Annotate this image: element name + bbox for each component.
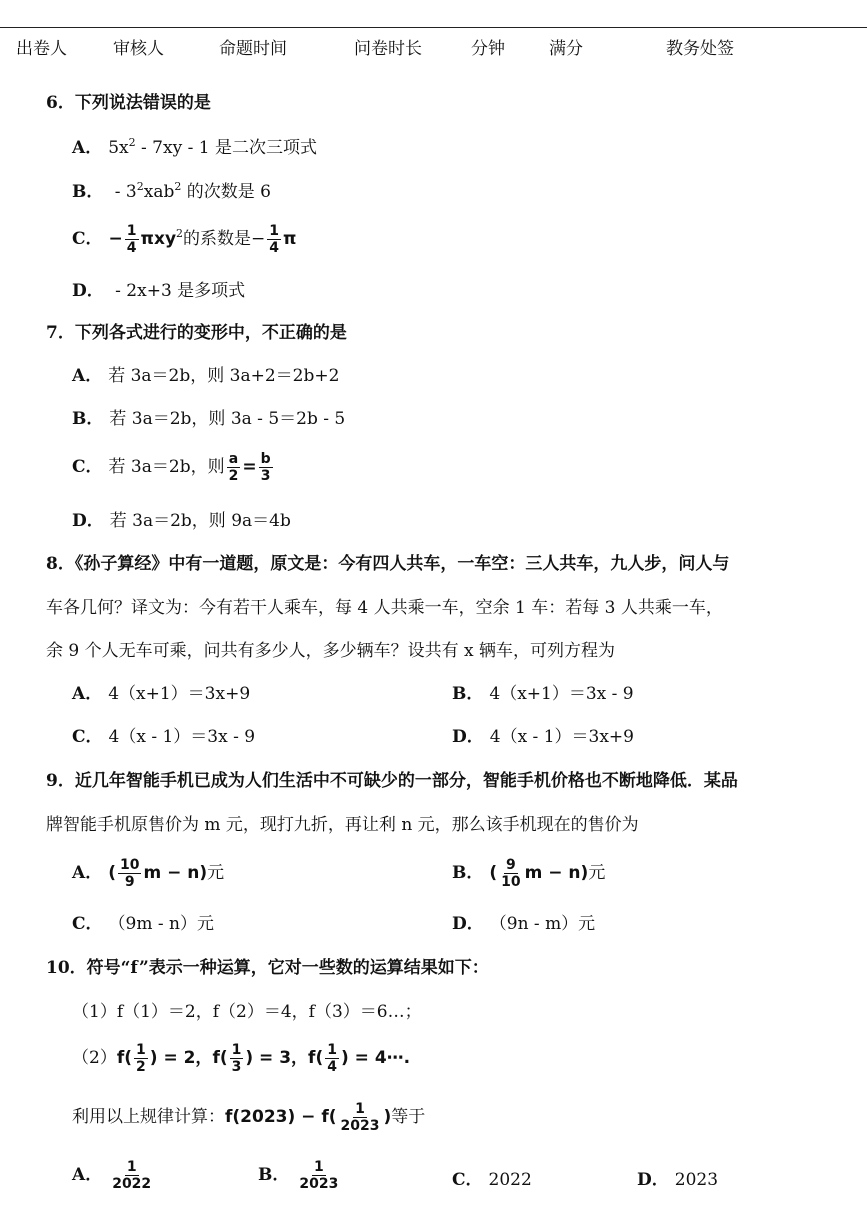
fraction-numerator: 1 [126, 223, 137, 239]
rule-line-3-suffix: 等于 [391, 1107, 426, 1127]
option-label: A． [72, 684, 103, 704]
fraction-denominator: 2023 [340, 1118, 380, 1134]
exponent: 2 [128, 136, 136, 149]
fraction-numerator: b [260, 451, 271, 467]
question-9-line-1: 9．近几年智能手机已成为人们生活中不可缺少的一部分，智能手机价格也不断地降低．某品 [46, 771, 738, 791]
fraction-numerator: 1 [327, 1042, 337, 1058]
option-label: D． [637, 1170, 669, 1190]
fraction-numerator: a [228, 451, 239, 467]
option-label: A． [72, 863, 103, 883]
option-7a [72, 366, 339, 386]
question-9-line-2: 牌智能手机原售价为 m 元，现打九折，再让利 n 元，那么该手机现在的售价为 [46, 815, 639, 835]
option-6a [72, 136, 317, 158]
header-item-author: 出卷人 [16, 39, 67, 59]
option-label: D． [72, 511, 104, 531]
option-8b [452, 684, 634, 704]
option-label: D． [452, 914, 484, 934]
fraction [230, 1043, 244, 1074]
option-label: C． [72, 229, 103, 249]
option-8a [72, 684, 250, 704]
option-6c-text: 的系数是− [183, 229, 266, 249]
fraction-denominator: 2 [136, 1059, 146, 1075]
function-result: ) = 3， [245, 1048, 309, 1068]
fraction [325, 1043, 339, 1074]
question-8-line-3: 余 9 个人无车可乘，问共有多少人，多少辆车？设共有 x 辆车，可列方程为 [46, 641, 616, 661]
option-8d [452, 727, 634, 747]
equals-sign: = [242, 457, 257, 477]
fraction [499, 858, 522, 889]
option-10d [637, 1170, 718, 1190]
header-item-reviewer: 审核人 [113, 39, 164, 59]
option-6b-coef: - 3 [109, 182, 137, 202]
fraction-numerator: 10 [119, 857, 140, 873]
function-f: f( [116, 1048, 132, 1068]
option-9b [452, 858, 605, 889]
fraction-numerator: 9 [506, 857, 516, 873]
question-8-line-1: 8．《孙子算经》中有一道题，原文是：今有四人共车，一车空：三人共车，九人步，问人与 [46, 554, 730, 574]
option-10a [72, 1160, 155, 1191]
option-label: C． [72, 727, 103, 747]
fraction-denominator: 4 [327, 1059, 337, 1075]
option-9c [72, 914, 214, 934]
fraction-denominator: 4 [269, 240, 280, 256]
exponent: 2 [176, 227, 184, 240]
rule-line-3-text: 利用以上规律计算： [72, 1107, 225, 1127]
option-label: B． [452, 684, 484, 704]
function-f: f( [212, 1048, 228, 1068]
function-f: f( [308, 1048, 324, 1068]
fraction-denominator: 3 [260, 468, 271, 484]
option-label: B． [72, 182, 104, 202]
option-9a [72, 858, 224, 889]
fraction [227, 452, 241, 483]
option-label: C． [452, 1170, 483, 1190]
option-6c [72, 224, 296, 255]
exponent: 2 [136, 180, 144, 193]
fraction [267, 224, 281, 255]
fraction-denominator: 2022 [112, 1176, 152, 1192]
rule-line-2 [72, 1043, 410, 1074]
option-6b [72, 180, 271, 202]
option-8d-text: 4（x - 1）＝3x+9 [489, 727, 634, 747]
function-result: ) = 4⋯. [340, 1048, 411, 1068]
yuan-unit: 元 [588, 863, 606, 883]
yuan-unit: 元 [207, 863, 225, 883]
option-label: C． [72, 914, 103, 934]
option-9d-text: （9n - m）元 [489, 914, 596, 934]
fraction-numerator: 1 [136, 1042, 146, 1058]
header-item-time: 命题时间 [219, 39, 287, 59]
fraction [110, 1160, 153, 1191]
option-9b-expr: m − n) [524, 863, 589, 883]
option-6c-term: πxy [140, 229, 177, 249]
option-10c-text: 2022 [488, 1170, 532, 1190]
function-expression: f(2023) − f( [225, 1107, 337, 1127]
option-label: A． [72, 1165, 103, 1185]
fraction-numerator: 1 [355, 1101, 365, 1117]
fraction-numerator: 1 [231, 1042, 242, 1058]
fraction-denominator: 10 [501, 874, 521, 890]
header-item-duration: 问卷时长 [354, 39, 422, 59]
fraction [134, 1043, 148, 1074]
option-6d [72, 281, 245, 301]
option-6a-base: 5x [108, 138, 129, 158]
header-item-signature: 教务处签 [666, 39, 734, 59]
fraction [339, 1102, 382, 1133]
option-7b-text: 若 3a＝2b，则 3a - 5＝2b - 5 [109, 409, 346, 429]
question-7-stem: 7．下列各式进行的变形中，不正确的是 [46, 323, 347, 343]
option-7a-text: 若 3a＝2b，则 3a+2＝2b+2 [108, 366, 340, 386]
open-paren: ( [489, 863, 498, 883]
option-9c-text: （9m - n）元 [108, 914, 214, 934]
rule-line-1: （1）f（1）＝2，f（2）＝4，f（3）＝6…； [72, 1002, 422, 1022]
option-8b-text: 4（x+1）＝3x - 9 [489, 684, 634, 704]
option-10c [452, 1170, 532, 1190]
fraction-numerator: 1 [269, 223, 280, 239]
header-rule [0, 27, 867, 28]
option-6d-text: - 2x+3 是多项式 [109, 281, 246, 301]
question-8-line-2: 车各几何？译文为：今有若干人乘车，每 4 人共乘一车，空余 1 车：若每 3 人共乘一车， [46, 598, 723, 618]
option-7d [72, 511, 291, 531]
fraction-denominator: 2023 [299, 1176, 339, 1192]
fraction-denominator: 3 [231, 1059, 242, 1075]
header-item-full-score: 满分 [549, 39, 583, 59]
option-7d-text: 若 3a＝2b，则 9a＝4b [109, 511, 291, 531]
header-item-minutes: 分钟 [471, 39, 505, 59]
question-6-stem: 6．下列说法错误的是 [46, 93, 211, 113]
option-7b [72, 409, 345, 429]
option-7c-text: 若 3a＝2b，则 [108, 457, 225, 477]
option-9a-expr: m − n) [143, 863, 208, 883]
rule-line-2-label: （2） [72, 1048, 117, 1068]
fraction-numerator: 1 [126, 1159, 137, 1175]
option-6b-vars: xab [143, 182, 175, 202]
exponent: 2 [174, 180, 182, 193]
fraction-numerator: 1 [313, 1159, 324, 1175]
option-label: B． [452, 863, 484, 883]
rule-line-3 [72, 1102, 425, 1133]
option-label: A． [72, 366, 103, 386]
option-7c [72, 452, 275, 483]
option-8a-text: 4（x+1）＝3x+9 [108, 684, 251, 704]
option-8c-text: 4（x - 1）＝3x - 9 [108, 727, 256, 747]
option-6b-rest: 的次数是 6 [181, 182, 271, 202]
fraction [125, 224, 139, 255]
fraction [259, 452, 273, 483]
fraction-denominator: 2 [228, 468, 239, 484]
option-10d-text: 2023 [674, 1170, 719, 1190]
option-label: D． [452, 727, 484, 747]
fraction [297, 1160, 340, 1191]
option-9d [452, 914, 595, 934]
option-label: A． [72, 138, 103, 158]
fraction-denominator: 4 [126, 240, 137, 256]
minus-sign: − [108, 229, 123, 249]
option-label: D． [72, 281, 104, 301]
option-6a-rest: - 7xy - 1 是二次三项式 [135, 138, 317, 158]
function-result: ) = 2， [149, 1048, 213, 1068]
option-label: C． [72, 457, 103, 477]
option-label: B． [258, 1165, 290, 1185]
option-8c [72, 727, 255, 747]
pi-symbol: π [283, 229, 297, 249]
question-10-stem: 10．符号“f”表示一种运算，它对一些数的运算结果如下： [46, 958, 489, 978]
option-label: B． [72, 409, 104, 429]
fraction [118, 858, 141, 889]
option-10b [258, 1160, 342, 1191]
fraction-denominator: 9 [124, 874, 135, 890]
open-paren: ( [108, 863, 116, 883]
close-paren: ) [383, 1107, 392, 1127]
